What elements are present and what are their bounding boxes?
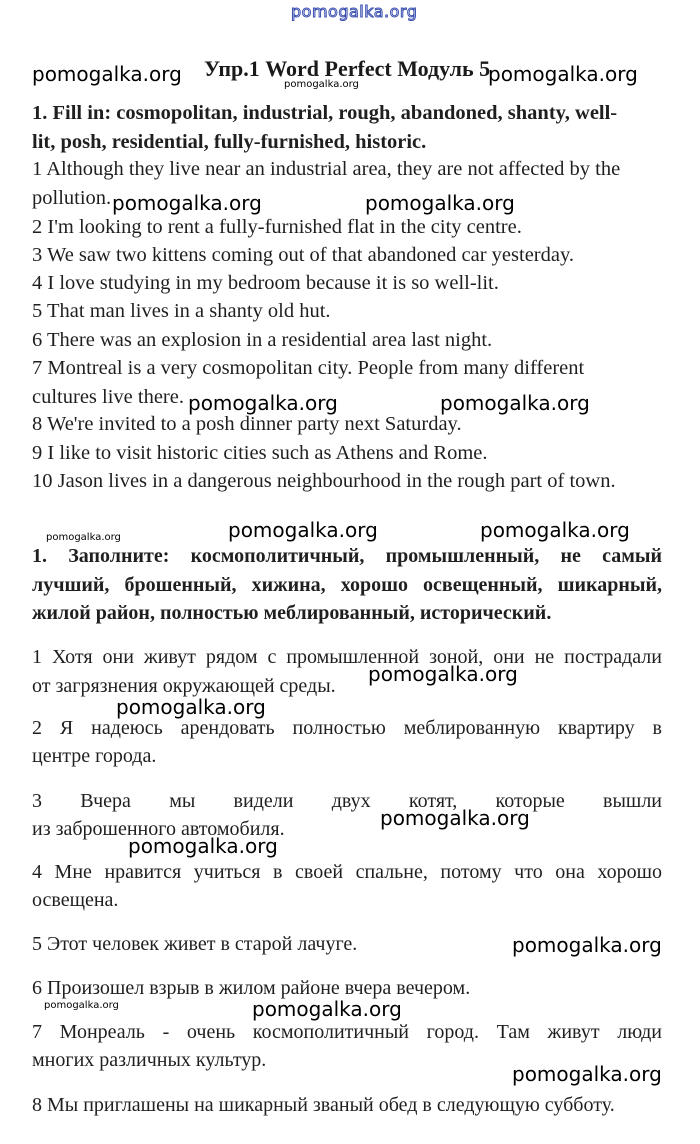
russian-sentence: 3 Вчера мы видели двух котят, которые вышли <box>32 790 662 812</box>
russian-sentence: центре города. <box>32 745 157 767</box>
english-sentence: pollution. <box>32 187 112 209</box>
english-sentence: 2 I'm looking to rent a fully-furnished flat in the city centre. <box>32 216 522 238</box>
english-sentence: 6 There was an explosion in a residential area last night. <box>32 329 493 351</box>
russian-sentence: 2 Я надеюсь арендовать полностью меблированную квартиру в <box>32 717 662 739</box>
watermark: pomogalka.org <box>228 518 378 542</box>
russian-sentence: 7 Монреаль - очень космополитичный город. Там живут люди <box>32 1021 662 1043</box>
watermark: pomogalka.org <box>512 933 662 957</box>
russian-sentence: 1 Хотя они живут рядом с промышленной зоной, они не пострадали <box>32 646 662 668</box>
english-sentence: 3 We saw two kittens coming out of that abandoned car yesterday. <box>32 244 575 266</box>
watermark: pomogalka.org <box>112 191 262 215</box>
page-title: Упр.1 Word Perfect Модуль 5 <box>204 56 491 81</box>
russian-sentence: освещена. <box>32 889 119 911</box>
english-sentence: 5 That man lives in a shanty old hut. <box>32 300 331 322</box>
russian-sentence: 6 Произошел взрыв в жилом районе вчера вечером. <box>32 977 471 999</box>
watermark: pomogalka.org <box>488 62 638 86</box>
watermark: pomogalka.org <box>32 62 182 86</box>
russian-sentence: 4 Мне нравится учиться в своей спальне, потому что она хорошо <box>32 861 662 883</box>
english-sentence: 7 Montreal is a very cosmopolitan city. People from many different <box>32 357 585 379</box>
watermark: pomogalka.org <box>380 806 530 830</box>
russian-sentence: из заброшенного автомобиля. <box>32 818 285 840</box>
russian-instruction-line: лучший, брошенный, хижина, хорошо освещенный, шикарный, <box>32 574 662 596</box>
watermark: pomogalka.org <box>480 518 630 542</box>
watermark-small: pomogalka.org <box>44 1000 119 1011</box>
watermark: pomogalka.org <box>116 695 266 719</box>
watermark-small: pomogalka.org <box>284 79 359 90</box>
russian-instruction-line: жилой район, полностью меблированный, исторический. <box>32 602 552 624</box>
english-sentence: 1 Although they live near an industrial area, they are not affected by the <box>32 158 621 180</box>
russian-sentence: от загрязнения окружающей среды. <box>32 675 336 697</box>
watermark: pomogalka.org <box>128 834 278 858</box>
watermark: pomogalka.org <box>512 1062 662 1086</box>
watermark-small: pomogalka.org <box>46 532 121 543</box>
watermark: pomogalka.org <box>365 191 515 215</box>
english-sentence: 4 I love studying in my bedroom because it is so well-lit. <box>32 272 499 294</box>
english-instruction-line: lit, posh, residential, fully-furnished, historic. <box>32 131 427 153</box>
english-sentence: 10 Jason lives in a dangerous neighbourhood in the rough part of town. <box>32 470 616 492</box>
russian-sentence: 8 Мы приглашены на шикарный званый обед в следующую субботу. <box>32 1094 615 1116</box>
english-sentence: cultures live there. <box>32 386 184 408</box>
russian-instruction-line: 1. Заполните: космополитичный, промышленный, не самый <box>32 545 662 567</box>
watermark: pomogalka.org <box>440 391 590 415</box>
watermark: pomogalka.org <box>188 391 338 415</box>
watermark: pomogalka.org <box>368 662 518 686</box>
russian-sentence: многих различных культур. <box>32 1049 267 1071</box>
russian-sentence: 5 Этот человек живет в старой лачуге. <box>32 933 358 955</box>
watermark: pomogalka.org <box>252 997 402 1021</box>
english-sentence: 9 I like to visit historic cities such as Athens and Rome. <box>32 442 488 464</box>
english-instruction-line: 1. Fill in: cosmopolitan, industrial, rough, abandoned, shanty, well- <box>32 102 618 124</box>
english-sentence: 8 We're invited to a posh dinner party next Saturday. <box>32 413 462 435</box>
top-watermark: pomogalka.org <box>291 2 418 21</box>
